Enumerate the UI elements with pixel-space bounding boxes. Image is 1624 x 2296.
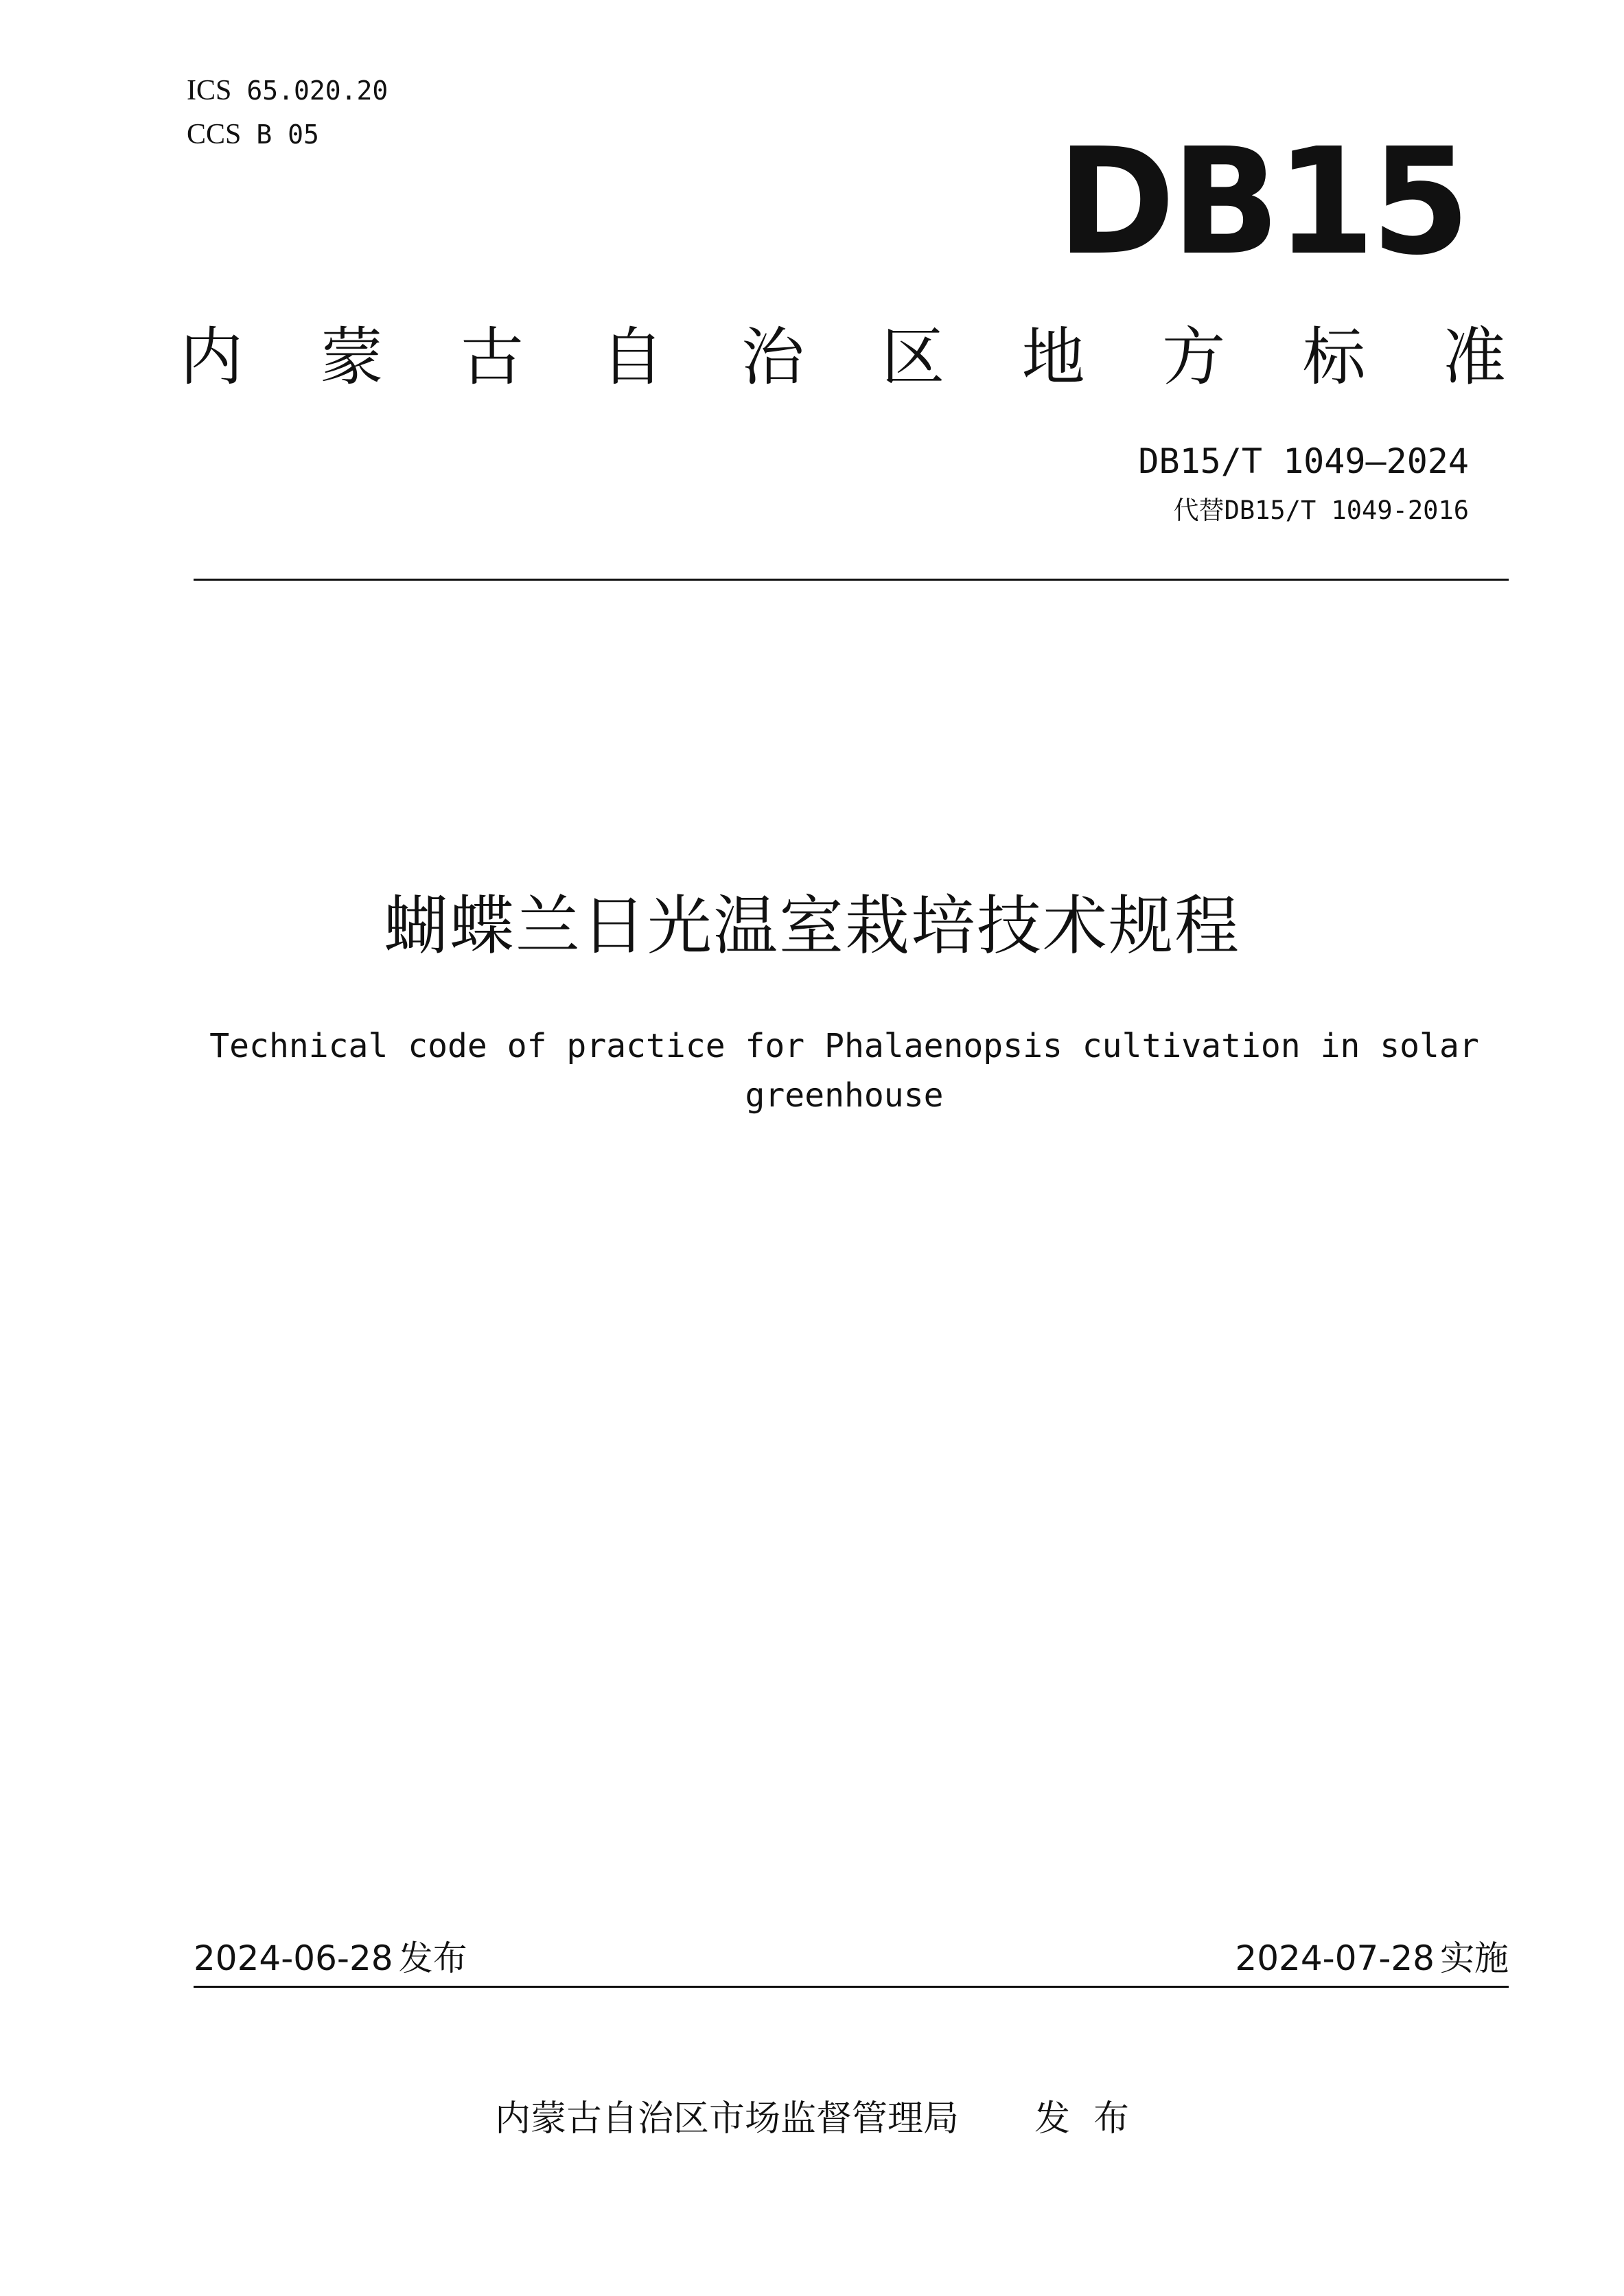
issuer-line <box>0 2095 1624 2143</box>
issuer-action-2: 布 <box>1093 2098 1130 2140</box>
issuer-name: 内蒙古自治区市场监督管理局 <box>494 2098 959 2140</box>
ccs-classification <box>187 118 319 151</box>
category-char: 准 <box>1442 321 1506 394</box>
standard-category <box>180 308 1506 397</box>
issue-date: 2024-06-28 <box>194 1938 393 1978</box>
ics-label: ICS <box>187 75 232 106</box>
footer-divider <box>194 1986 1509 1988</box>
issue-date-line <box>194 1936 467 1981</box>
replaces-standard: 代替DB15/T 1049-2016 <box>1173 496 1469 525</box>
ccs-label: CCS <box>187 119 242 150</box>
category-char: 治 <box>741 321 804 394</box>
ics-code: 65.020.20 <box>246 76 388 106</box>
category-char: 古 <box>460 321 524 394</box>
issue-label: 发布 <box>398 1938 467 1978</box>
category-char: 蒙 <box>320 321 384 394</box>
title-english: Technical code of practice for Phalaenopsis cultivation in solar greenhouse <box>209 1027 1479 1115</box>
header-divider <box>194 579 1509 581</box>
category-char: 自 <box>601 321 664 394</box>
standard-logo: DB15 <box>1057 117 1467 288</box>
category-char: 方 <box>1162 321 1226 394</box>
implementation-date-line <box>1235 1936 1509 1981</box>
category-char: 内 <box>180 321 244 394</box>
ccs-code: B 05 <box>256 119 319 150</box>
issuer-action-1: 发 <box>1034 2098 1070 2140</box>
implementation-date: 2024-07-28 <box>1235 1938 1435 1978</box>
implementation-label: 实施 <box>1440 1938 1509 1978</box>
category-char: 标 <box>1302 321 1366 394</box>
ics-classification <box>187 74 388 107</box>
category-char: 地 <box>1021 321 1085 394</box>
standard-number: DB15/T 1049—2024 <box>1138 441 1469 481</box>
category-char: 区 <box>881 321 945 394</box>
title-chinese: 蝴蝶兰日光温室栽培技术规程 <box>383 889 1240 964</box>
